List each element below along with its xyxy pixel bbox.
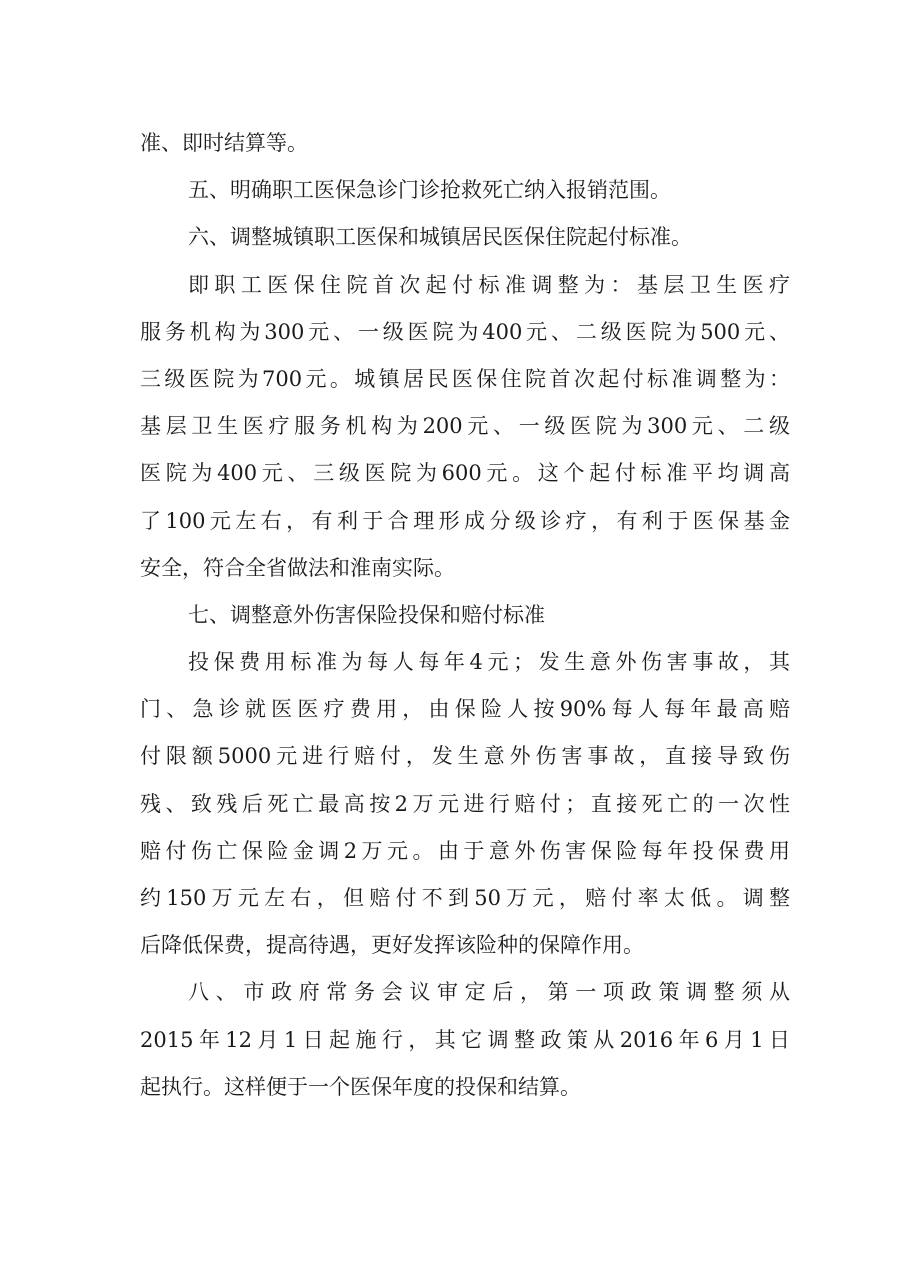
text-line: 了100元左右，有利于合理形成分级诊疗，有利于医保基金 — [140, 508, 790, 533]
document-body — [140, 120, 790, 1111]
text-line: 2015年12月1日起施行，其它调整政策从2016年6月1日 — [140, 1027, 790, 1052]
section-heading-5: 五、明确职工医保急诊门诊抢救死亡纳入报销范围。 — [188, 178, 671, 203]
text-line: 赔付伤亡保险金调2万元。由于意外伤害保险每年投保费用 — [140, 838, 790, 863]
text-line: 服务机构为300元、一级医院为400元、二级医院为500元、 — [140, 319, 790, 344]
text-line: 三级医院为700元。城镇居民医保住院首次起付标准调整为： — [140, 366, 790, 391]
text-line: 起执行。这样便于一个医保年度的投保和结算。 — [140, 1074, 581, 1099]
section-heading-6: 六、调整城镇职工医保和城镇居民医保住院起付标准。 — [188, 225, 692, 250]
text-line: 医院为400元、三级医院为600元。这个起付标准平均调高 — [140, 461, 790, 486]
text-line: 投保费用标准为每人每年4元；发生意外伤害事故，其 — [188, 650, 790, 675]
text-line: 安全，符合全省做法和淮南实际。 — [140, 555, 455, 580]
section-heading-7: 七、调整意外伤害保险投保和赔付标准 — [188, 602, 545, 627]
text-line: 约150万元左右，但赔付不到50万元，赔付率太低。调整 — [140, 886, 790, 910]
text-line: 付限额5000元进行赔付，发生意外伤害事故，直接导致伤 — [140, 744, 790, 769]
text-line: 残、致残后死亡最高按2万元进行赔付；直接死亡的一次性 — [140, 791, 790, 816]
text-line: 准、即时结算等。 — [140, 131, 308, 155]
section-heading-8: 八、市政府常务会议审定后，第一项政策调整须从 — [188, 980, 790, 1005]
text-line: 即职工医保住院首次起付标准调整为：基层卫生医疗 — [188, 272, 790, 297]
text-line: 门、急诊就医医疗费用，由保险人按90%每人每年最高赔 — [140, 697, 790, 722]
text-line: 后降低保费，提高待遇，更好发挥该险种的保障作用。 — [140, 933, 644, 958]
text-line: 基层卫生医疗服务机构为200元、一级医院为300元、二级 — [140, 414, 790, 439]
